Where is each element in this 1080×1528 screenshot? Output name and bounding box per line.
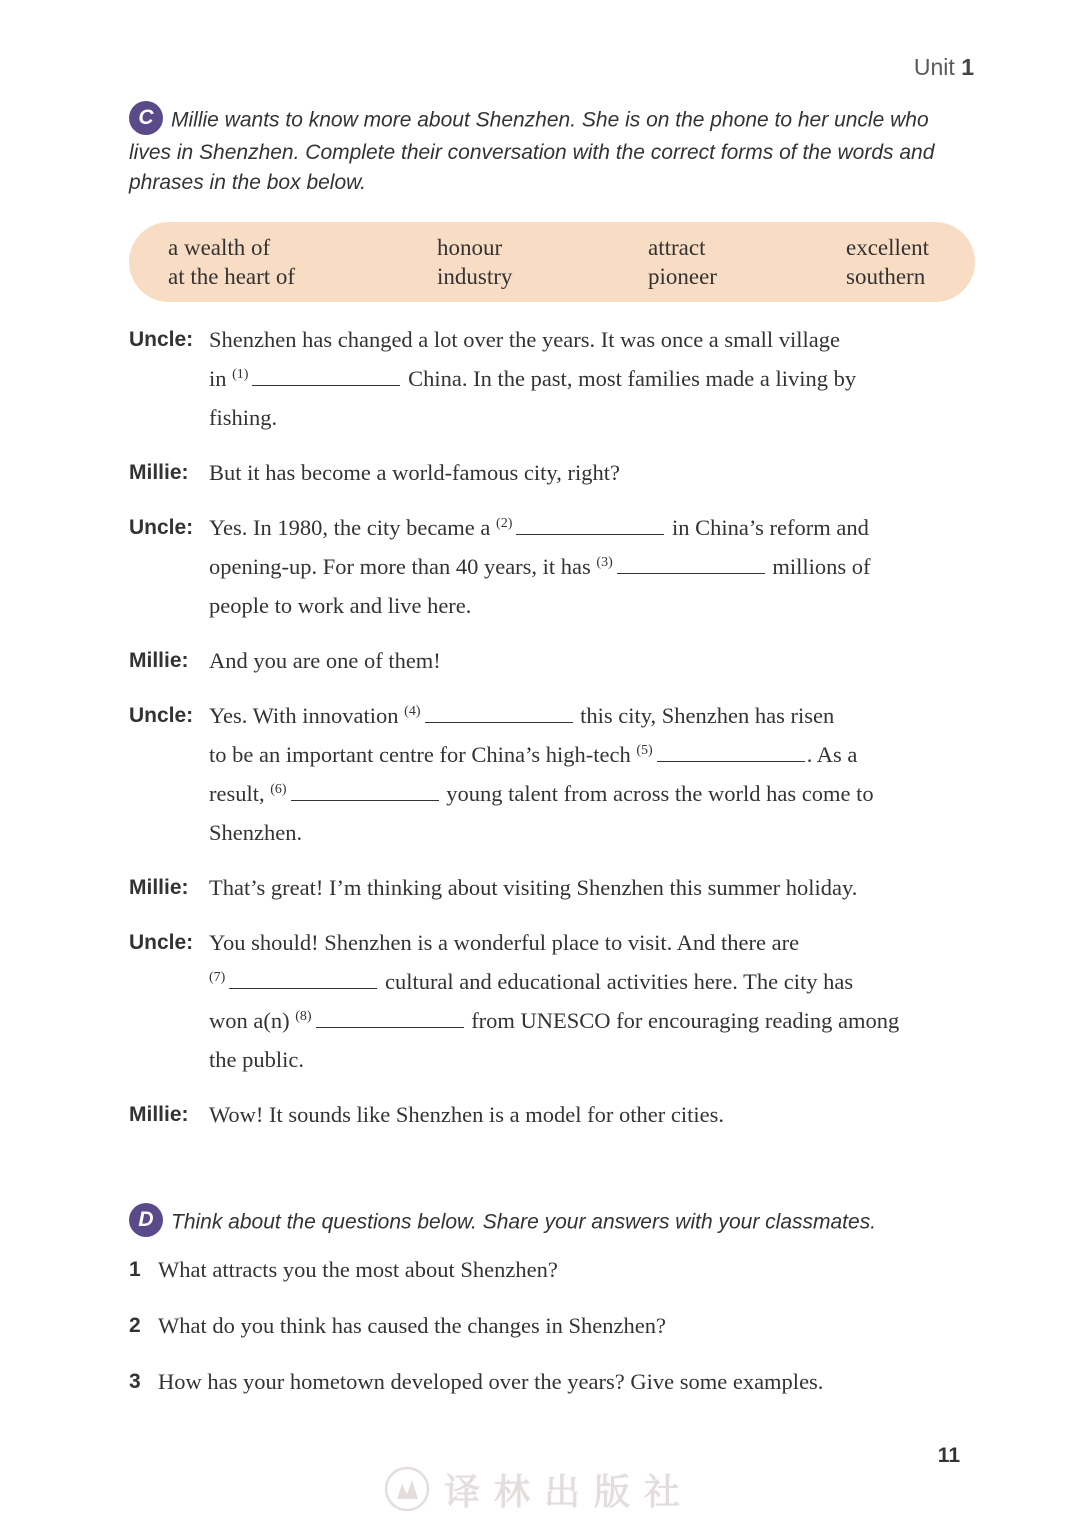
text-segment: from UNESCO for encouraging reading among xyxy=(465,1008,900,1033)
speech-line xyxy=(209,813,979,852)
speech-text xyxy=(209,696,979,852)
question-number: 2 xyxy=(129,1314,141,1337)
speech-line xyxy=(209,1040,979,1079)
text-segment: the public. xyxy=(209,1047,304,1072)
text-segment: Wow! It sounds like Shenzhen is a model for other cities. xyxy=(209,1102,724,1127)
dialogue-turn xyxy=(129,923,989,1079)
blank-number: (5) xyxy=(636,743,653,758)
word-box-item: pioneer xyxy=(648,264,717,289)
speaker-label: Millie: xyxy=(129,461,189,484)
section-c-badge: C xyxy=(129,101,163,135)
unit-word: Unit xyxy=(913,54,955,80)
speech-line xyxy=(209,923,979,962)
unit-number: 1 xyxy=(961,54,974,80)
dialogue-turn xyxy=(129,1095,989,1134)
speaker-label: Millie: xyxy=(129,1103,189,1126)
speech-text xyxy=(209,641,979,680)
question-item xyxy=(129,1364,989,1420)
text-segment: won a(n) xyxy=(209,1008,296,1033)
text-segment: Yes. In 1980, the city became a xyxy=(209,515,497,540)
dialogue-turn xyxy=(129,641,989,680)
word-box xyxy=(129,222,975,302)
blank-number: (3) xyxy=(596,555,613,570)
text-segment: China. In the past, most families made a living by xyxy=(402,366,857,391)
speech-line xyxy=(209,1095,979,1134)
text-segment: young talent from across the world has come to xyxy=(440,781,874,806)
text-segment: millions of xyxy=(766,554,871,579)
answer-blank[interactable] xyxy=(425,702,573,723)
speech-line xyxy=(209,962,979,1001)
text-segment: fishing. xyxy=(209,405,278,430)
page-number: 11 xyxy=(937,1444,960,1467)
word-box-item: a wealth of xyxy=(168,235,271,260)
speech-text xyxy=(209,868,979,907)
speaker-label: Uncle: xyxy=(129,328,194,351)
answer-blank[interactable] xyxy=(617,553,765,574)
answer-blank[interactable] xyxy=(657,741,805,762)
speech-line xyxy=(209,641,979,680)
speech-line xyxy=(209,453,979,492)
section-d-instruction-text: Think about the questions below. Share your answers with your classmates. xyxy=(171,1210,877,1234)
dialogue-turn xyxy=(129,453,989,492)
speech-line xyxy=(209,508,979,547)
answer-blank[interactable] xyxy=(316,1007,464,1028)
word-box-item: at the heart of xyxy=(168,264,296,289)
speech-line xyxy=(209,1001,979,1040)
blank-number: (7) xyxy=(209,970,226,985)
text-segment: this city, Shenzhen has risen xyxy=(574,703,835,728)
blank-number: (1) xyxy=(232,367,249,382)
word-box-item: excellent xyxy=(846,235,930,260)
publisher-logo-icon xyxy=(384,1466,430,1512)
speaker-label: Millie: xyxy=(129,649,189,672)
speech-text xyxy=(209,508,979,625)
speech-line xyxy=(209,586,979,625)
speaker-label: Millie: xyxy=(129,876,189,899)
word-box-item: southern xyxy=(846,264,926,289)
question-number: 3 xyxy=(129,1370,141,1393)
text-segment: Shenzhen. xyxy=(209,820,303,845)
text-segment: cultural and educational activities here. The city has xyxy=(379,969,854,994)
speech-text xyxy=(209,1095,979,1134)
section-c-instructions xyxy=(129,104,959,198)
speech-text xyxy=(209,320,979,437)
blank-number: (4) xyxy=(404,704,421,719)
text-segment: in China’s reform and xyxy=(666,515,869,540)
text-segment: in xyxy=(209,366,233,391)
dialogue-turn xyxy=(129,508,989,625)
speaker-label: Uncle: xyxy=(129,931,194,954)
dialogue-turn xyxy=(129,868,989,907)
section-d-instructions xyxy=(129,1206,959,1240)
answer-blank[interactable] xyxy=(252,365,400,386)
text-segment: Shenzhen has changed a lot over the years. It was once a small village xyxy=(209,327,841,352)
question-item xyxy=(129,1252,989,1308)
text-segment: to be an important centre for China’s high-tech xyxy=(209,742,637,767)
speech-line xyxy=(209,696,979,735)
word-box-item: attract xyxy=(648,235,706,260)
text-segment: Yes. With innovation xyxy=(209,703,405,728)
text-segment: . As a xyxy=(806,742,858,767)
dialogue-turn xyxy=(129,696,989,852)
text-segment: You should! Shenzhen is a wonderful place to visit. And there are xyxy=(209,930,800,955)
speech-line xyxy=(209,547,979,586)
section-d-badge: D xyxy=(129,1203,163,1237)
watermark-text: 译林出版社 xyxy=(444,1470,695,1513)
speech-text xyxy=(209,923,979,1079)
blank-number: (8) xyxy=(295,1009,312,1024)
text-segment: And you are one of them! xyxy=(209,648,441,673)
section-c-instruction-text: Millie wants to know more about Shenzhen. She is on the phone to her uncle who lives in Shenzhen. Complete their conversation with the correct forms of the words and phrases in the box below. xyxy=(129,108,935,194)
question-text: What attracts you the most about Shenzhen? xyxy=(158,1257,558,1282)
question-number: 1 xyxy=(129,1258,141,1281)
speech-line xyxy=(209,774,979,813)
answer-blank[interactable] xyxy=(229,968,377,989)
publisher-watermark xyxy=(384,1464,694,1514)
text-segment: people to work and live here. xyxy=(209,593,472,618)
question-text: What do you think has caused the changes in Shenzhen? xyxy=(158,1313,666,1338)
speech-line xyxy=(209,868,979,907)
text-segment: But it has become a world-famous city, right? xyxy=(209,460,620,485)
dialogue xyxy=(129,320,989,1150)
question-text: How has your hometown developed over the years? Give some examples. xyxy=(158,1369,824,1394)
blank-number: (2) xyxy=(496,516,513,531)
dialogue-turn xyxy=(129,320,989,437)
text-segment: opening-up. For more than 40 years, it has xyxy=(209,554,597,579)
speaker-label: Uncle: xyxy=(129,516,194,539)
text-segment: That’s great! I’m thinking about visiting Shenzhen this summer holiday. xyxy=(209,875,858,900)
word-box-item: industry xyxy=(437,264,513,289)
speech-text xyxy=(209,453,979,492)
speech-line xyxy=(209,359,979,398)
speech-line xyxy=(209,398,979,437)
blank-number: (6) xyxy=(270,782,287,797)
discussion-questions xyxy=(129,1252,989,1420)
unit-label xyxy=(914,54,974,81)
question-item xyxy=(129,1308,989,1364)
word-box-item: honour xyxy=(437,235,503,260)
speech-line xyxy=(209,735,979,774)
text-segment: result, xyxy=(209,781,271,806)
answer-blank[interactable] xyxy=(516,514,664,535)
speech-line xyxy=(209,320,979,359)
speaker-label: Uncle: xyxy=(129,704,194,727)
answer-blank[interactable] xyxy=(291,780,439,801)
